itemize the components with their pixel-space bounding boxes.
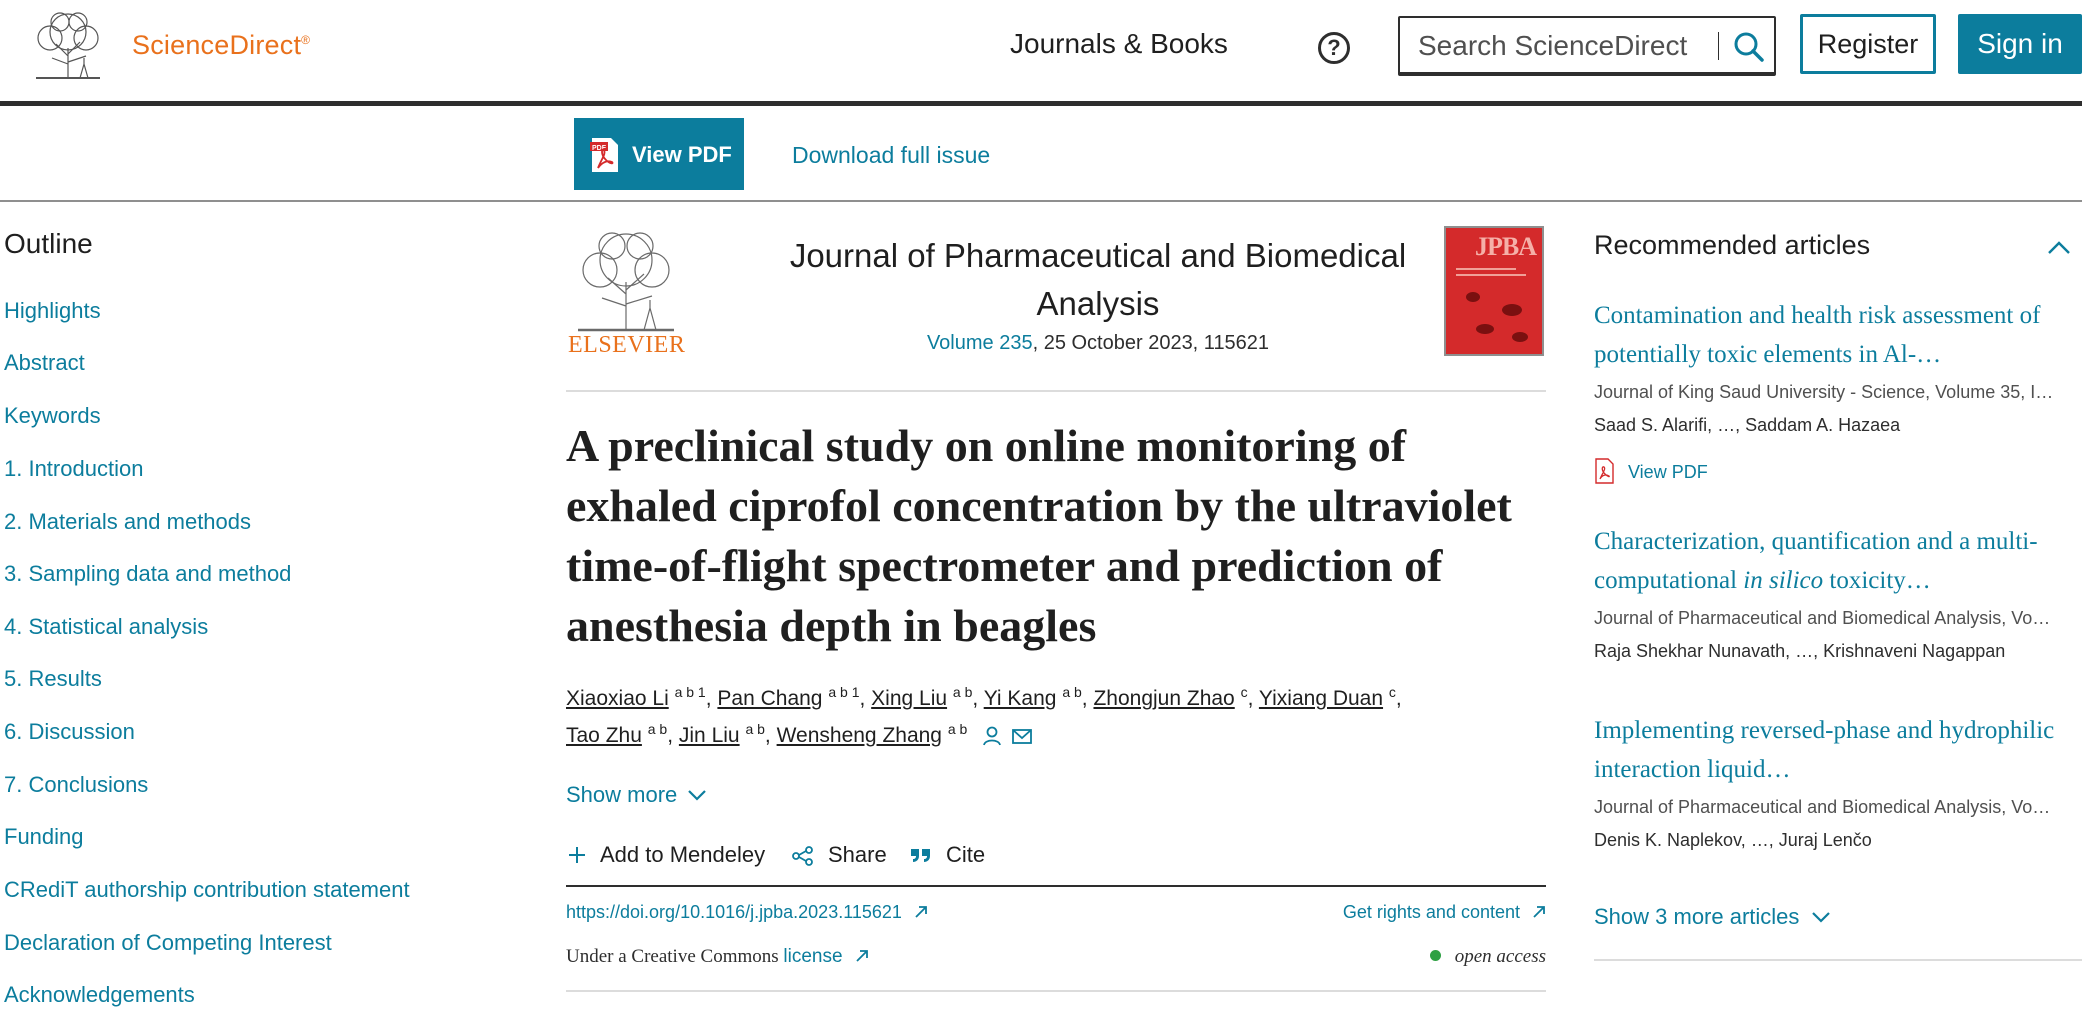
plus-icon [568,846,586,864]
author-affiliation: c [1388,684,1396,700]
outline-item-discussion[interactable]: 6. Discussion [4,719,135,744]
external-link-icon [1532,905,1546,919]
issue-date: , 25 October 2023, 115621 [1032,332,1270,354]
get-rights-link[interactable] [1343,902,1546,923]
elsevier-tree-icon[interactable] [566,226,686,336]
outline-item-results[interactable]: 5. Results [4,666,102,691]
recommended-article-source: Journal of Pharmaceutical and Biomedical Analysis, Vo… [1594,797,2051,817]
author-link[interactable]: Zhongjun Zhao [1093,687,1235,710]
chevron-down-icon [1811,910,1831,924]
show-more-articles-button[interactable]: Show 3 more articles [1594,904,1831,930]
author-affiliation: a b 1 [674,684,706,700]
help-icon[interactable]: ? [1318,32,1350,64]
svg-text:PDF: PDF [592,145,606,152]
outline-title: Outline [4,228,93,259]
cover-abbrev: JPBA [1475,232,1536,261]
cover-line [1456,274,1526,276]
cover-dot [1512,332,1528,342]
rights-text: Get rights and content [1342,902,1520,922]
divider [1594,959,2082,961]
search-input[interactable] [1418,28,1708,64]
recommended-article-source: Journal of Pharmaceutical and Biomedical Analysis, Vo… [1594,608,2051,628]
author-link[interactable]: Jin Liu [678,724,740,747]
view-pdf-label: View PDF [632,142,732,167]
cover-dot [1466,292,1480,302]
author-affiliation: a b [1062,684,1082,700]
download-full-issue-link[interactable]: Download full issue [792,142,991,168]
doi-link[interactable] [566,902,928,923]
author-link[interactable]: Wensheng Zhang [776,724,942,747]
author-affiliation: a b [952,684,973,700]
divider [566,990,1546,992]
cover-dot [1502,304,1522,316]
show-more-label: Show more [566,782,678,807]
pdf-icon [1594,458,1614,484]
outline-item-credit[interactable]: CRediT authorship contribution statement [4,877,410,902]
mail-icon[interactable] [1011,726,1033,746]
share-icon [792,846,814,866]
sign-in-button[interactable]: Sign in [1958,14,2082,74]
view-pdf-button[interactable] [574,118,744,190]
article-toolbar [0,106,2082,202]
divider [566,390,1546,392]
person-icon[interactable] [981,726,1003,746]
author-link[interactable]: Xing Liu [871,687,948,710]
journal-cover-image[interactable] [1444,226,1544,356]
author-affiliation: a b [647,721,668,737]
outline-item-sampling[interactable]: 3. Sampling data and method [4,561,292,586]
author-affiliation: a b 1 [828,684,860,700]
author-link[interactable]: Yixiang Duan [1258,687,1384,710]
outline-item-statistical-analysis[interactable]: 4. Statistical analysis [4,614,209,639]
search-divider [1718,32,1719,60]
outline-item-abstract[interactable]: Abstract [4,350,85,375]
search-icon[interactable] [1730,28,1768,66]
license-prefix: Under a Creative Commons [566,946,784,967]
elsevier-wordmark[interactable]: ELSEVIER [568,332,686,358]
site-header [0,0,2082,106]
open-access-dot-icon [1430,950,1441,961]
open-access-badge: open access [1430,946,1546,968]
search-box [1398,16,1776,76]
quote-icon [910,846,932,864]
outline-item-acknowledgements[interactable]: Acknowledgements [4,982,195,1007]
pdf-icon [590,136,620,174]
outline-item-highlights[interactable]: Highlights [4,298,101,323]
recommended-article-title[interactable]: Implementing reversed-phase and hydrophilic interaction liquid… [1594,717,2055,783]
outline-item-introduction[interactable]: 1. Introduction [4,456,144,481]
register-button[interactable]: Register [1800,14,1936,74]
external-link-icon [855,949,869,963]
outline-item-competing-interest[interactable]: Declaration of Competing Interest [4,930,332,955]
author-link[interactable]: Xiaoxiao Li [566,687,669,710]
recommended-article-title[interactable]: Contamination and health risk assessment of potentially toxic elements in Al-… [1594,302,2041,368]
recommended-article-source: Journal of King Saud University - Science, Volume 35, I… [1594,382,2054,402]
recommended-article-authors: Saad S. Alarifi, …, Saddam A. Hazaea [1594,415,1901,435]
show-more-button[interactable] [566,782,707,808]
outline-item-materials-methods[interactable]: 2. Materials and methods [4,509,252,534]
author-list: Xiaoxiao Li $^{a b 1}$, Pan Chang $^{a b 1}$, Xing Liu $^{a b}$, Yi Kang $^{a b}$, Zhongjun Zhao $^c$, Yixiang Duan $^c$, Tao Zhu $^{a b}$, Jin Liu $^{a b}$, Wensheng Zhang $^{a b}$ [566,684,1402,747]
license-line [566,946,869,968]
recommended-article-authors: Denis K. Naplekov, …, Juraj Lenčo [1594,830,1872,850]
cover-line [1456,268,1516,270]
chevron-up-icon[interactable] [2046,240,2072,256]
author-link[interactable]: Yi Kang [983,687,1057,710]
outline-item-keywords[interactable]: Keywords [4,403,101,428]
journal-name-link[interactable]: Journal of Pharmaceutical and Biomedical Analysis [789,237,1407,322]
author-affiliation: c [1240,684,1248,700]
author-link[interactable]: Pan Chang [717,687,823,710]
outline-item-funding[interactable]: Funding [4,824,84,849]
author-link[interactable]: Tao Zhu [566,724,642,747]
recommended-article-title[interactable]: Characterization, quantification and a multi-computational in silico toxicity… [1594,528,2038,594]
volume-link[interactable]: Volume 235 [926,332,1033,354]
cover-dot [1476,324,1494,334]
license-link[interactable]: license [783,946,868,967]
sciencedirect-logo[interactable]: ScienceDirect® [132,30,311,60]
divider [566,885,1546,887]
recommended-article-authors: Raja Shekhar Nunavath, …, Krishnaveni Nagappan [1594,641,2006,661]
external-link-icon [914,905,928,919]
outline-item-conclusions[interactable]: 7. Conclusions [4,772,149,797]
author-affiliation: a b [745,721,765,737]
journals-books-link[interactable]: Journals & Books [1010,28,1228,59]
author-affiliation: a b [947,721,968,737]
recommended-title: Recommended articles [1594,230,1871,260]
doi-text: https://doi.org/10.1016/j.jpba.2023.115621 [566,902,902,922]
chevron-down-icon [687,788,707,802]
elsevier-tree-logo-icon[interactable] [26,8,110,82]
article-title: A preclinical study on online monitoring of exhaled ciprofol concentration by the ultraviolet time-of-flight spectrometer and prediction of anesthesia depth in beagles [566,420,1512,651]
journal-meta [736,332,1460,355]
